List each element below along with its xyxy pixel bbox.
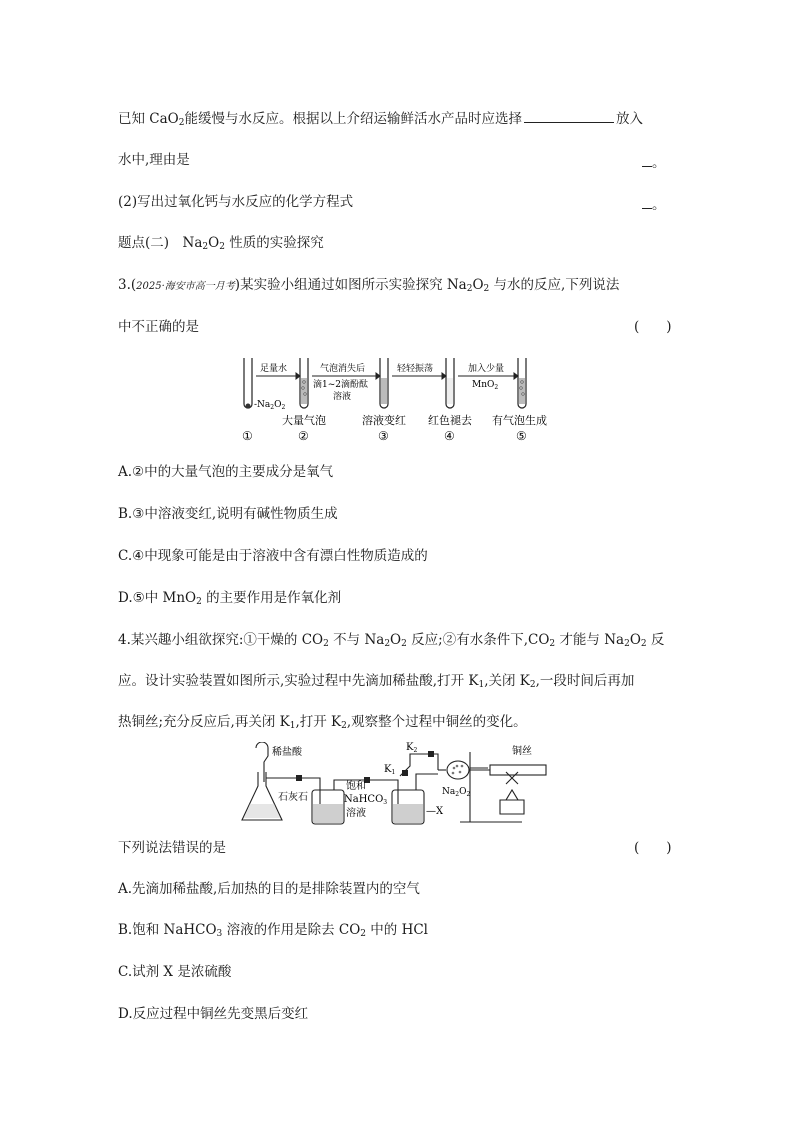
label-k2: $K_2$ <box>406 742 418 754</box>
caption-5: 有气泡生成 <box>492 414 547 427</box>
text: O <box>208 235 220 251</box>
test-tube-1 <box>244 358 252 408</box>
answer-blank-3[interactable] <box>642 194 666 215</box>
label-limestone: 石灰石 <box>278 792 308 803</box>
liquid-3 <box>381 378 387 404</box>
q3-stem-line-1 <box>118 275 619 299</box>
limestone <box>244 804 280 818</box>
text: O <box>472 277 484 293</box>
q4-stem-line-1: 4.某兴趣小组欲探究:①干燥的 $CO_2$ 不与 $Na_2O_2$ 反应;②有水条件下$,CO_2$ 才能与 $Na_2O_2$ 反 <box>118 632 665 649</box>
q3-option-c[interactable]: C.④中现象可能是由于溶液中含有漂白性物质造成的 <box>118 548 428 564</box>
q4-option-b[interactable]: B.饱和 NaHCO$_3$ 溶液的作用是除去 $CO_2$ 中的 HCl <box>118 922 429 939</box>
q3-option-b[interactable]: B.③中溶液变红,说明有碱性物质生成 <box>118 506 338 522</box>
tube-number-2: ② <box>298 429 309 443</box>
text: 与水的反应,下列说法 <box>489 277 620 293</box>
text: 题点(二) Na <box>118 235 203 251</box>
subscript: 2 <box>483 284 490 294</box>
text: )某实验小组通过如图所示实验探究 Na <box>234 277 467 293</box>
caption-2: 大量气泡 <box>282 414 326 427</box>
iron-stand <box>460 752 522 822</box>
label-k1: $K_1$ <box>384 764 396 776</box>
k1-valve[interactable] <box>402 770 408 776</box>
label-x: —X <box>426 806 444 817</box>
label-solution: 溶液 <box>346 808 366 819</box>
tripod <box>506 772 518 784</box>
step-label-4: 加入少量 <box>468 364 505 374</box>
text: 。 <box>652 197 666 213</box>
q3-test-tube-diagram <box>230 352 570 444</box>
combustion-tube <box>490 765 546 775</box>
tube-number-5: ⑤ <box>516 429 527 443</box>
text: 放入 <box>615 111 643 127</box>
intro-line-1 <box>118 108 643 133</box>
tube-number-3: ③ <box>378 429 389 443</box>
q4-option-d[interactable]: D.反应过程中铜丝先变黑后变红 <box>118 1006 309 1022</box>
q3-stem-line-2: 中不正确的是 <box>118 319 199 335</box>
reagent-label: $-Na_2O_2$ <box>254 400 286 411</box>
q4-stem-line-2: 应。设计实验装置如图所示,实验过程中先滴加稀盐酸,打开 $K_1$,关闭 $K_2$,一段时间后再加 <box>118 673 635 690</box>
label-na2o2: $Na_2O_2$ <box>442 787 471 798</box>
answer-blank-2[interactable] <box>642 152 666 173</box>
intro-line-2: 水中,理由是 <box>118 152 190 168</box>
q3-option-a[interactable]: A.②中的大量气泡的主要成分是氧气 <box>118 464 334 480</box>
subscript: 2 <box>178 118 185 128</box>
k2-valve[interactable] <box>428 751 434 757</box>
label-copper: 铜丝 <box>512 746 532 757</box>
q4-apparatus-diagram <box>238 742 558 828</box>
text: 性质的实验探究 <box>224 235 324 251</box>
section-title <box>118 233 324 257</box>
subscript: 2 <box>466 284 473 294</box>
question-source: 2025·海安市高一月考 <box>136 281 235 292</box>
step-label-1: 足量水 <box>260 364 288 374</box>
sodium-peroxide-tube <box>447 761 469 779</box>
x-liquid <box>393 804 423 823</box>
tube-number-4: ④ <box>444 429 455 443</box>
step-label-2c: 溶液 <box>333 392 352 402</box>
q3-option-d[interactable] <box>118 588 341 612</box>
q4-option-c[interactable]: C.试剂 X 是浓硫酸 <box>118 964 232 980</box>
nahco3-liquid <box>313 804 343 823</box>
alcohol-lamp <box>500 790 524 814</box>
q4-answer-paren[interactable]: ( ) <box>634 840 672 856</box>
question-2-line: (2)写出过氧化钙与水反应的化学方程式 <box>118 194 354 210</box>
q4-stem-line-3: 热铜丝;充分反应后,再关闭 $K_1$,打开 $K_2$,观察整个过程中铜丝的变化。 <box>118 714 527 731</box>
valve <box>296 775 302 781</box>
sodium-peroxide-solid <box>246 404 251 409</box>
text: 3.( <box>118 277 137 293</box>
subscript: 2 <box>219 242 225 252</box>
text: 。 <box>652 155 666 171</box>
q4-question: 下列说法错误的是 <box>118 840 226 856</box>
text: 能缓慢与水反应。根据以上介绍运输鲜活水产品时应选择 <box>184 111 522 127</box>
tube-1 <box>266 778 320 790</box>
step-label-4b: MnO$_2$ <box>472 380 499 391</box>
q3-answer-paren[interactable]: ( ) <box>634 319 672 335</box>
label-acid: 稀盐酸 <box>272 747 302 758</box>
tube-number-1: ① <box>242 429 253 443</box>
liquid-4 <box>447 378 453 404</box>
caption-4: 红色褪去 <box>428 414 472 427</box>
subscript: 2 <box>196 597 202 607</box>
label-saturated: 饱和 <box>346 781 366 792</box>
step-label-3: 轻轻振荡 <box>397 364 434 374</box>
text: 已知 CaO <box>118 111 179 127</box>
step-label-2: 气泡消失后 <box>320 364 366 374</box>
caption-3: 溶液变红 <box>362 414 406 427</box>
subscript: 2 <box>202 242 209 252</box>
text: 的主要作用是作氧化剂 <box>201 590 342 606</box>
answer-blank[interactable] <box>524 108 614 123</box>
q4-option-a[interactable]: A.先滴加稀盐酸,后加热的目的是排除装置内的空气 <box>118 881 420 897</box>
label-nahco3: NaHCO$_3$ <box>344 794 388 806</box>
text: D.⑤中 MnO <box>118 590 197 606</box>
step-label-2b: 滴1~2滴酚酞 <box>313 380 368 390</box>
